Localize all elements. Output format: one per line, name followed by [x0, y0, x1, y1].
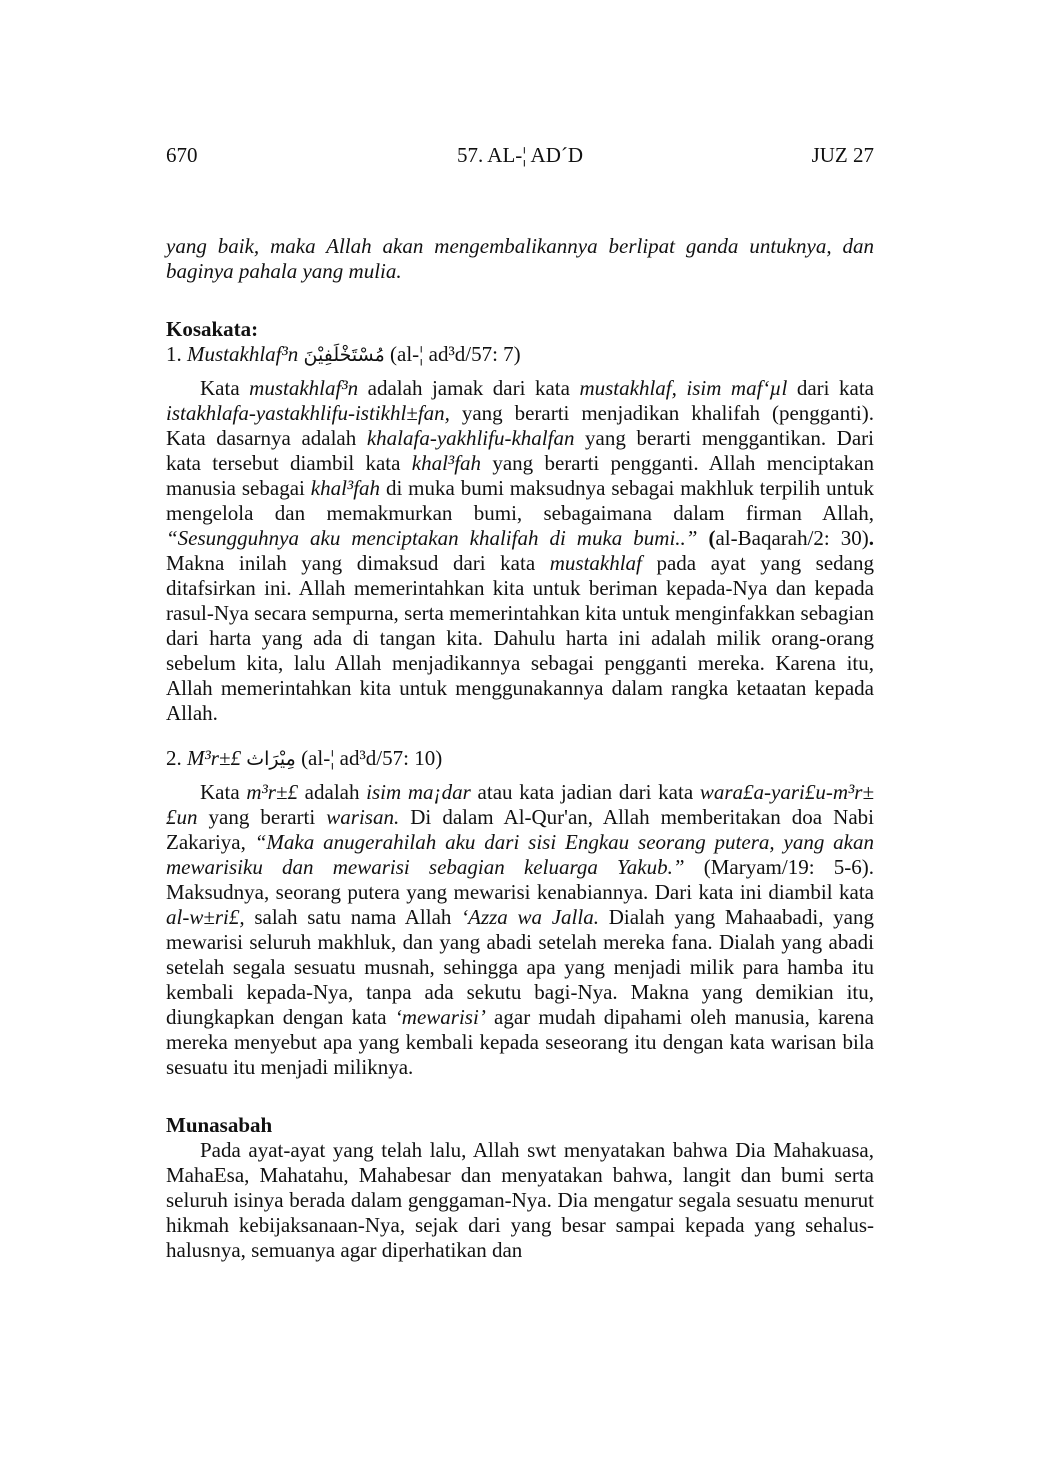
intro-paragraph: yang baik, maka Allah akan mengembalikannya berlipat ganda untuknya, dan baginya pahala yang mulia. [166, 234, 874, 283]
vocab-item-2-title [166, 746, 874, 772]
vocab-item-2-number: 2. [166, 746, 182, 770]
vocab-item-2-arabic: مِيْرَاث [246, 748, 296, 770]
running-header [166, 143, 874, 173]
vocab-item-1-term: Mustakhlaf³n [187, 342, 299, 366]
munasabah-heading: Munasabah [166, 1113, 273, 1137]
kosakata-heading: Kosakata: [166, 317, 259, 341]
vocab-item-2-term: M³r±£ [187, 746, 241, 770]
vocab-item-1-ref: (al-¦ ad³d/57: 7) [390, 342, 521, 366]
surah-title: 57. AL-¦ AD´D [456, 143, 584, 167]
vocab-item-2-paragraph: Kata m³r±£ adalah isim ma¡dar atau kata jadian dari kata wara£a-yari£u-m³r±£un yang berarti warisan. Di dalam Al-Qur'an, Allah memberitakan doa Nabi Zakariya, “Maka anugerahilah aku dari sisi Engkau seorang putera, yang akan mewarisiku dan mewarisi sebagian keluarga Yakub.” (Maryam/19: 5-6). Maksudnya, seorang putera yang mewarisi kenabiannya. Dari kata ini diambil kata al-w±ri£, salah satu nama Allah ‘Azza wa Jalla. Dialah yang Mahaabadi, yang mewarisi seluruh makhluk, dan yang abadi setelah mereka fana. Dialah yang abadi setelah segala sesuatu musnah, sehingga apa yang menjadi milik para hamba itu kembali kepada-Nya, tanpa ada sekutu bagi-Nya. Makna yang demikian itu, diungkapkan dengan kata ‘mewarisi’ agar mudah dipahami oleh manusia, karena mereka menyebut apa yang kembali kepada seseorang itu dengan kata warisan bila sesuatu itu menjadi miliknya. [166, 780, 875, 1079]
vocab-item-1-number: 1. [166, 342, 182, 366]
page-number: 670 [166, 143, 198, 167]
juz-label: JUZ 27 [811, 143, 874, 167]
vocab-item-1-arabic: مُسْتَخْلَفِيْنَ [303, 344, 385, 366]
vocab-item-1-title [166, 342, 874, 368]
munasabah-paragraph: Pada ayat-ayat yang telah lalu, Allah swt menyatakan bahwa Dia Mahakuasa, MahaEsa, Mahatahu, Mahabesar dan menyatakan bahwa, langit dan bumi serta seluruh isinya berada dalam genggaman-Nya. Dia mengatur segala sesuatu menurut hikmah kebijaksanaan-Nya, sejak dari yang besar sampai kepada yang sehalus-halusnya, semuanya agar diperhatikan dan [166, 1138, 874, 1262]
vocab-item-2-ref: (al-¦ ad³d/57: 10) [301, 746, 443, 770]
page-body [166, 234, 874, 1263]
vocab-item-1-paragraph: Kata mustakhlaf³n adalah jamak dari kata mustakhlaf, isim maf‘µl dari kata istakhlafa-yastakhlifu-istikhl±fan, yang berarti menjadikan khalifah (pengganti). Kata dasarnya adalah khalafa-yakhlifu-khalfan yang berarti menggantikan. Dari kata tersebut diambil kata khal³fah yang berarti pengganti. Allah menciptakan manusia sebagai khal³fah di muka bumi maksudnya sebagai makhluk terpilih untuk mengelola dan memakmurkan bumi, sebagaimana dalam firman Allah, “Sesungguhnya aku menciptakan khalifah di muka bumi..” (al-Baqarah/2: 30). Makna inilah yang dimaksud dari kata mustakhlaf pada ayat yang sedang ditafsirkan ini. Allah memerintahkan kita untuk beriman kepada-Nya dan kepada rasul-Nya secara sempurna, serta memerintahkan kita untuk menginfakkan sebagian dari harta yang ada di tangan kita. Dahulu harta ini adalah milik orang-orang sebelum kita, lalu Allah menjadikannya sebagai pengganti mereka. Karena itu, Allah memerintahkan kita untuk menggunakannya dalam rangka ketaatan kepada Allah. [166, 376, 875, 725]
